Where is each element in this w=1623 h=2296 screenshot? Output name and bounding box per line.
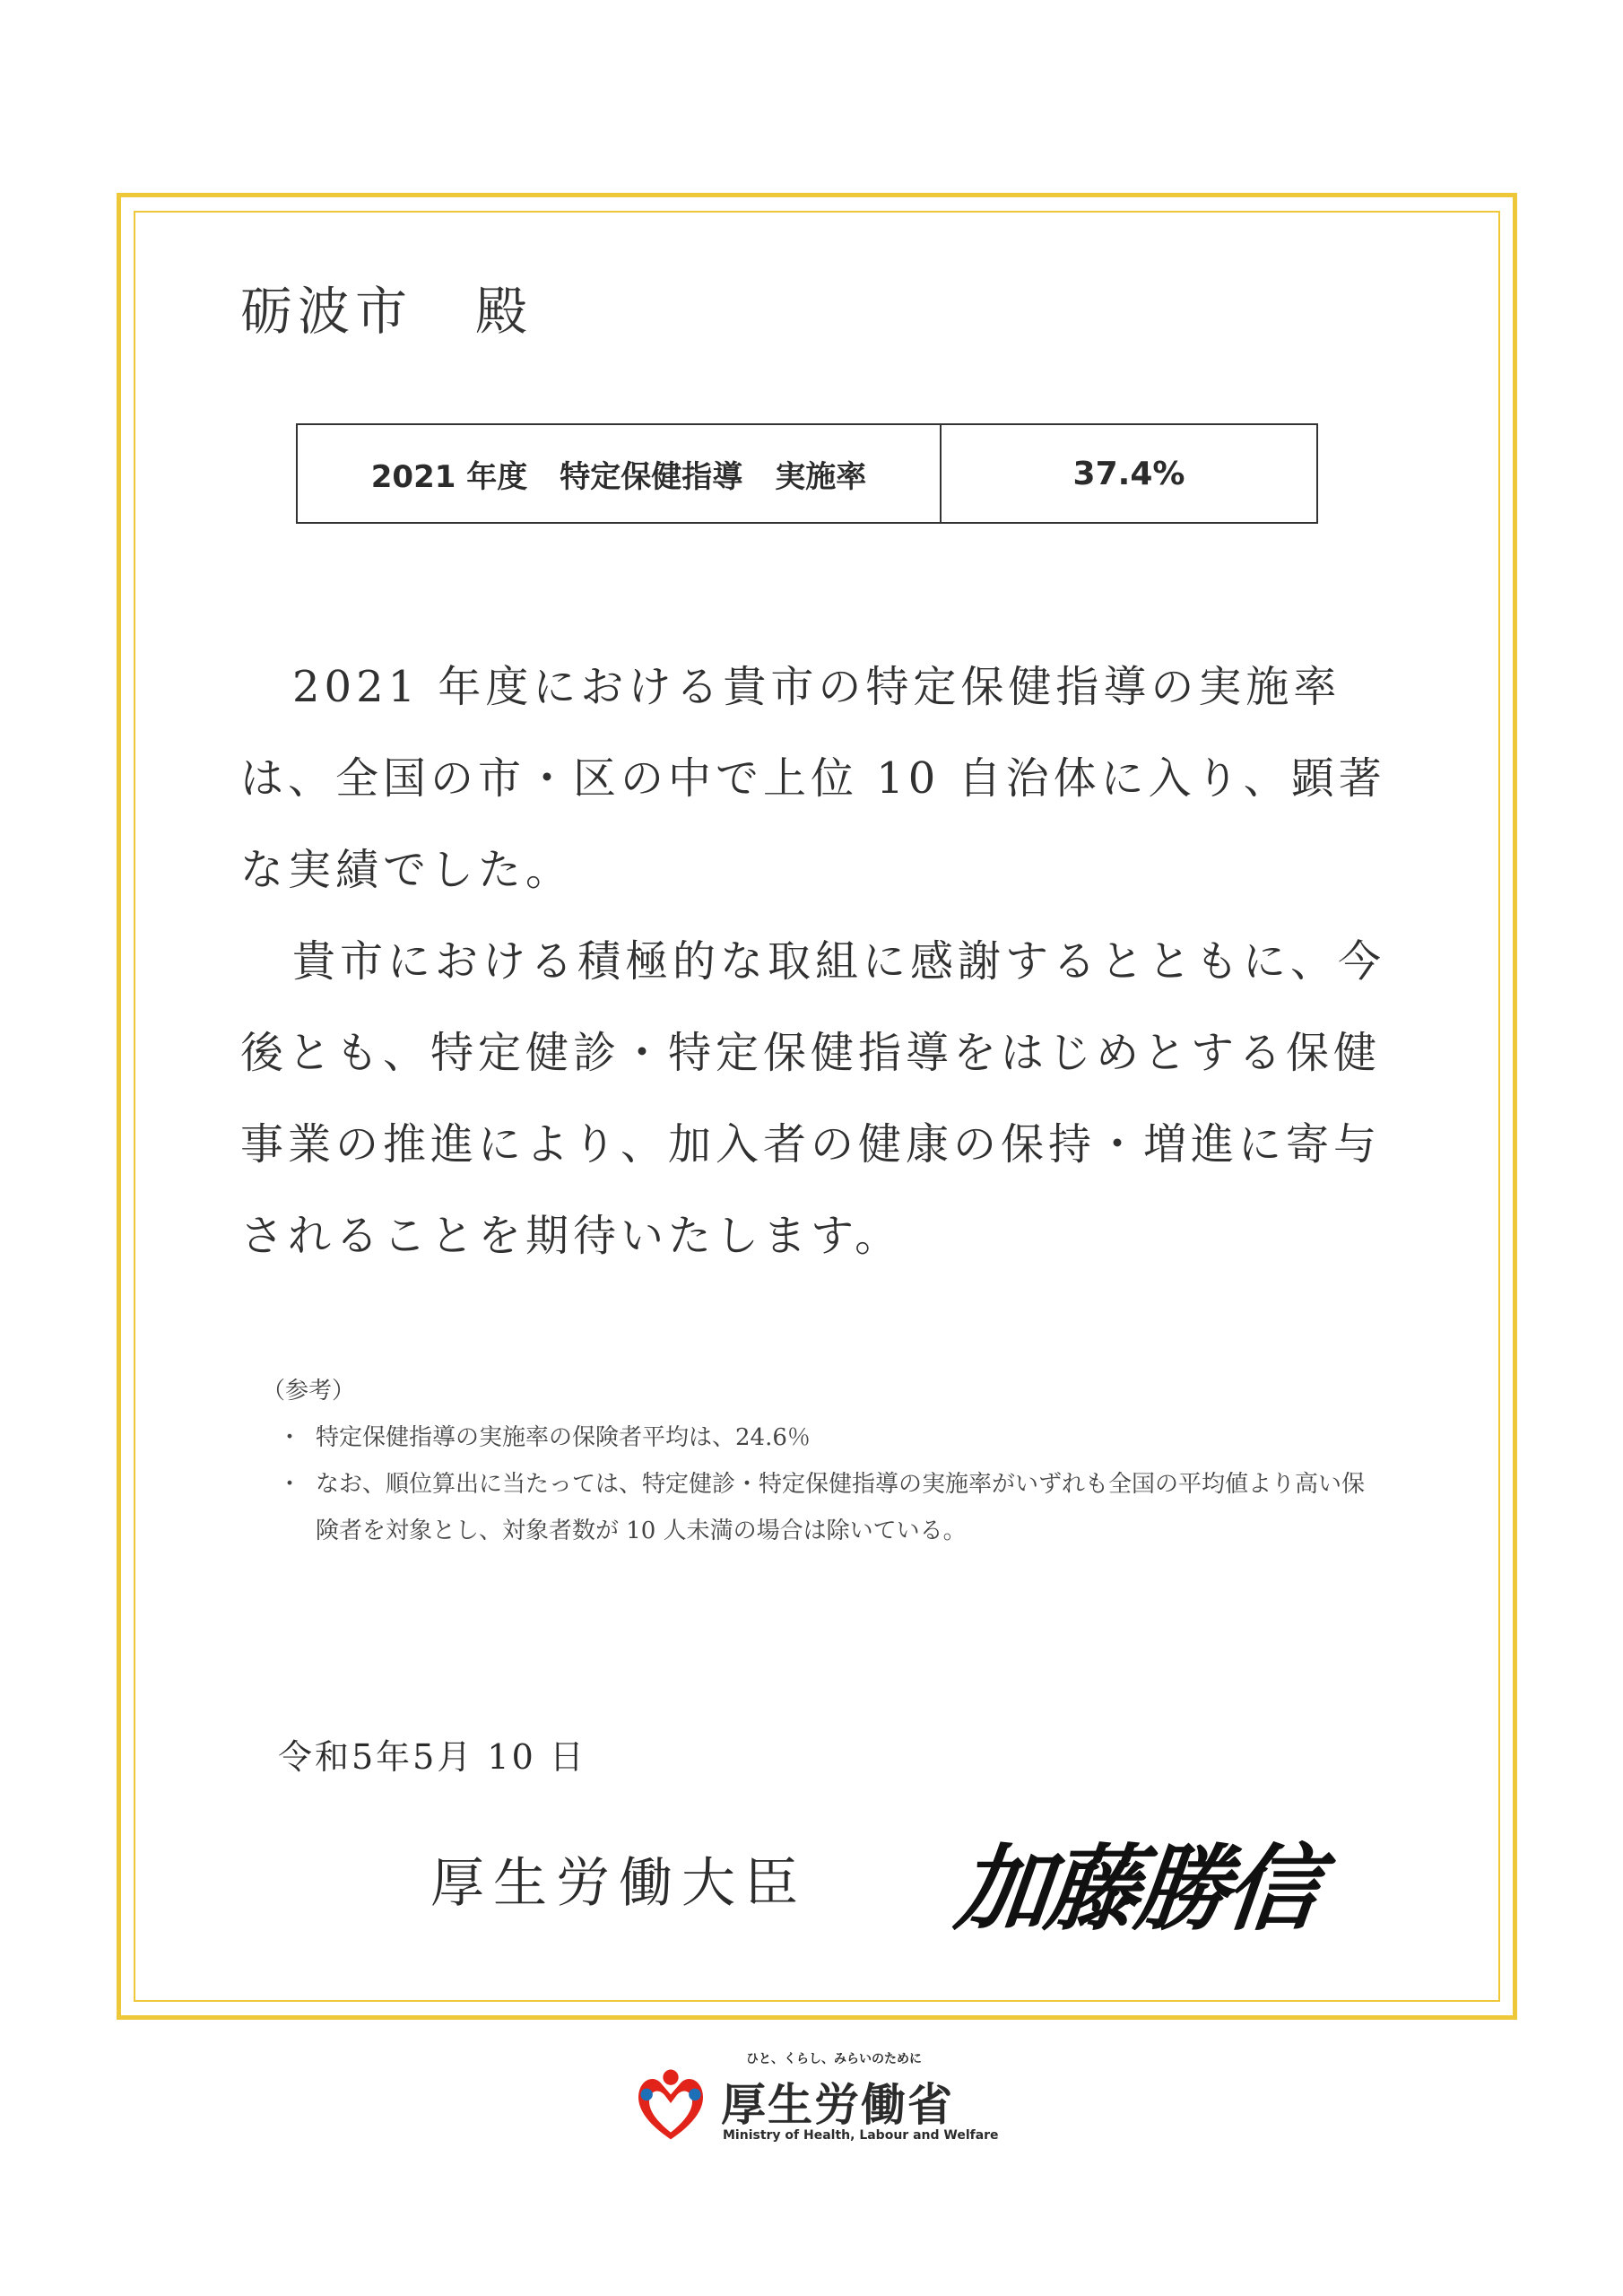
logo-english-name: Ministry of Health, Labour and Welfare — [723, 2128, 999, 2143]
rate-label-cell — [298, 425, 942, 522]
rate-label-year: 2021 年度 — [370, 458, 528, 495]
note-item-1: ・ 特定保健指導の実施率の保険者平均は、24.6％ — [278, 1424, 811, 1451]
rate-label-item: 特定保健指導 — [560, 458, 743, 495]
mhlw-logo-icon — [628, 2060, 714, 2146]
implementation-rate-table — [296, 423, 1318, 524]
certificate-body — [240, 641, 1406, 1282]
addressee — [240, 269, 533, 344]
mhlw-logo — [628, 2049, 1004, 2152]
addressee-name: 砺波市 — [240, 281, 413, 342]
minister-signature: 加藤勝信 — [950, 1833, 1322, 1944]
body-paragraph-2: 貴市における積極的な取組に感謝するとともに、今後とも、特定健診・特定保健指導をはじめとする保健事業の推進により、加入者の健康の保持・増進に寄与されることを期待いたします。 — [240, 936, 1386, 1261]
body-paragraph-1: 2021 年度における貴市の特定保健指導の実施率は、全国の市・区の中で上位 10 自治体に入り、顕著な実績でした。 — [240, 662, 1386, 895]
logo-name: 厚生労働省 — [721, 2079, 954, 2131]
reference-notes — [262, 1368, 1374, 1554]
issue-date: 令和5年5月 10 日 — [278, 1737, 586, 1777]
rate-value-cell: 37.4% — [1072, 455, 1185, 492]
notes-heading: （参考） — [262, 1378, 356, 1405]
logo-tagline: ひと、くらし、みらいのために — [746, 2052, 922, 2066]
addressee-honorific: 殿 — [475, 281, 534, 342]
note-item-2: ・ なお、順位算出に当たっては、特定健診・特定保健指導の実施率がいずれも全国の平均値より高い保険者を対象とし、対象者数が 10 人未満の場合は除いている。 — [278, 1471, 1366, 1544]
minister-title: 厚生労働大臣 — [430, 1852, 807, 1915]
rate-label-metric: 実施率 — [775, 458, 867, 495]
